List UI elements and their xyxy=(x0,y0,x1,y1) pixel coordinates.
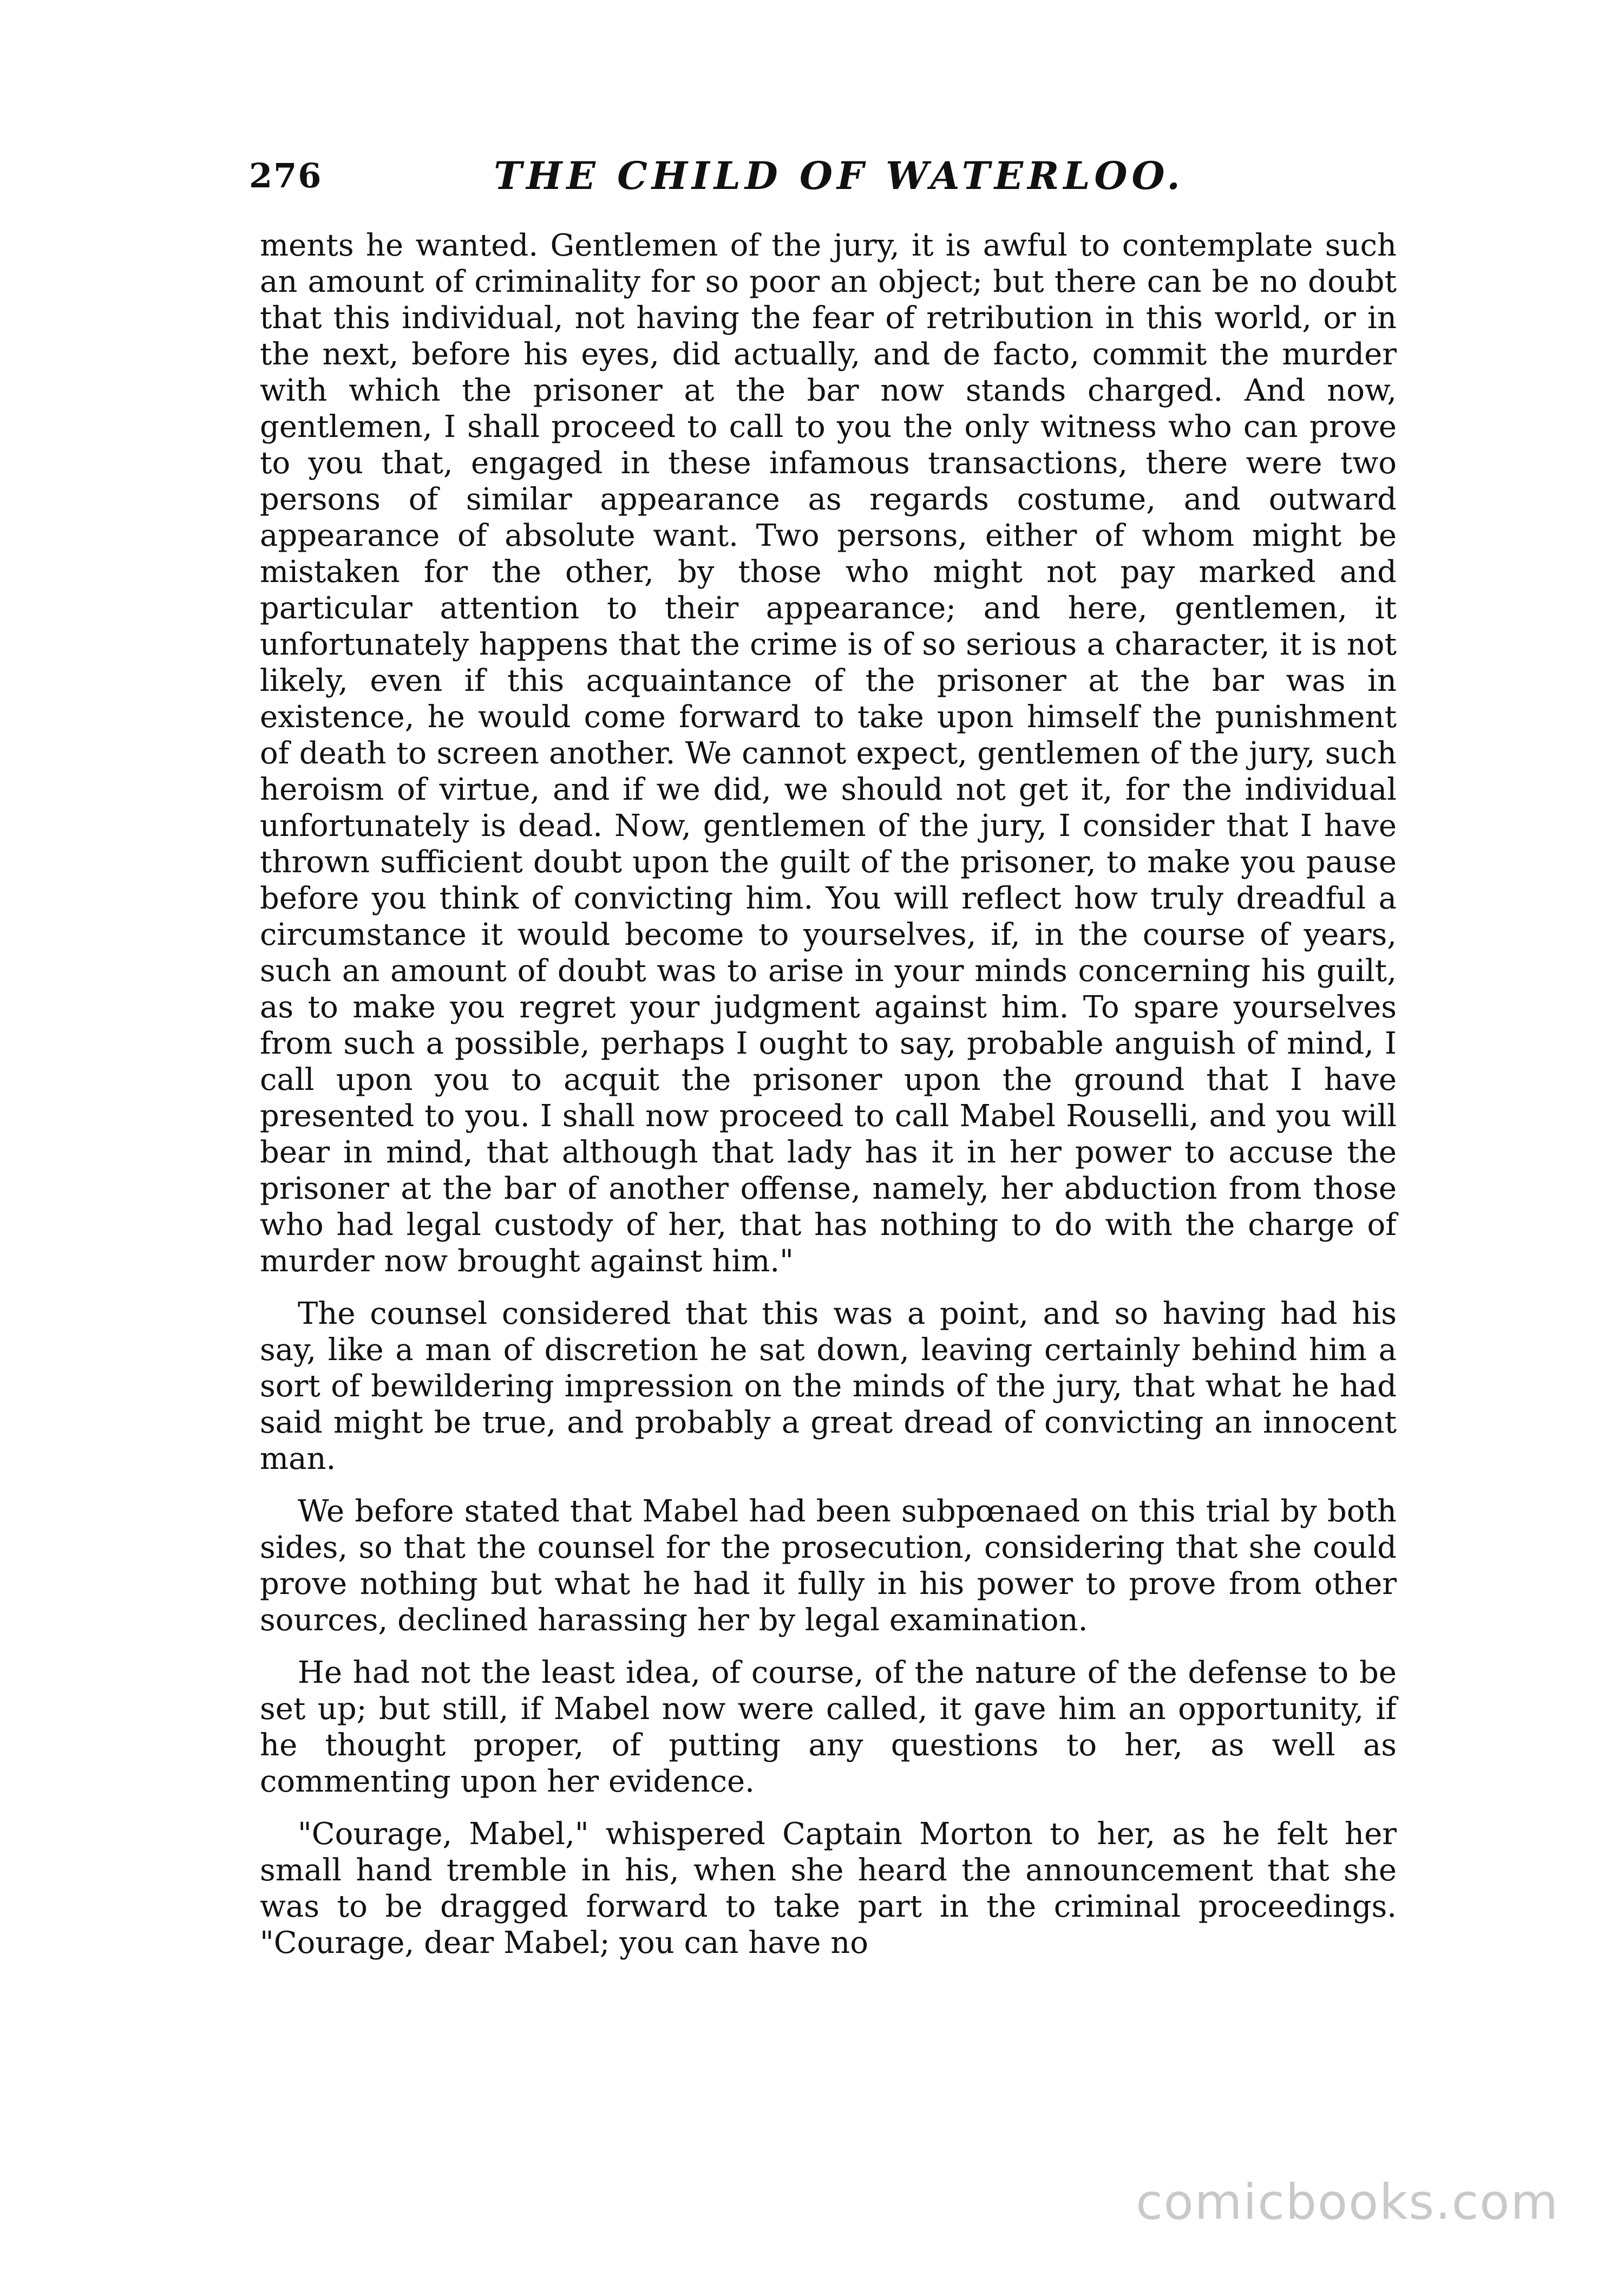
page-body xyxy=(260,227,1397,1961)
page-header xyxy=(249,146,1429,206)
paragraph-5: "Courage, Mabel," whispered Captain Morton to her, as he felt her small hand tremble in his, when she heard the announcement that she was to be dragged forward to take part in the criminal proceedings. "Courage, dear Mabel; you can have no xyxy=(260,1816,1397,1961)
watermark: comicbooks.com xyxy=(1136,2174,1559,2231)
paragraph-2: The counsel considered that this was a point, and so having had his say, like a man of discretion he sat down, leaving certainly behind him a sort of bewildering impression on the minds of the jury, that what he had said might be true, and probably a great dread of convicting an innocent man. xyxy=(260,1296,1397,1476)
paragraph-4: He had not the least idea, of course, of the nature of the defense to be set up; but still, if Mabel now were called, it gave him an opportunity, if he thought proper, of putting any questions to her, as well as commenting upon her evidence. xyxy=(260,1655,1397,1799)
paragraph-3: We before stated that Mabel had been subpœnaed on this trial by both sides, so that the counsel for the prosecution, considering that she could prove nothing but what he had it fully in his power to prove from other sources, declined harassing her by legal examination. xyxy=(260,1494,1397,1638)
page-number: 276 xyxy=(249,156,323,195)
paragraph-1: ments he wanted. Gentlemen of the jury, it is awful to contemplate such an amount of criminality for so poor an object; but there can be no doubt that this individual, not having the fear of retribution in this world, or in the next, before his eyes, did actually, and de facto, commit the murder with which the prisoner at the bar now stands charged. And now, gentlemen, I shall proceed to call to you the only witness who can prove to you that, engaged in these infamous transactions, there were two persons of similar appearance as regards costume, and outward appearance of absolute want. Two persons, either of whom might be mistaken for the other, by those who might not pay marked and particular attention to their appearance; and here, gentlemen, it unfortunately happens that the crime is of so serious a character, it is not likely, even if this acquaintance of the prisoner at the bar was in existence, he would come forward to take upon himself the punishment of death to screen another. We cannot expect, gentlemen of the jury, such heroism of virtue, and if we did, we should not get it, for the individual unfortunately is dead. Now, gentlemen of the jury, I consider that I have thrown sufficient doubt upon the guilt of the prisoner, to make you pause before you think of convicting him. You will reflect how truly dreadful a circumstance it would become to yourselves, if, in the course of years, such an amount of doubt was to arise in your minds concerning his guilt, as to make you regret your judgment against him. To spare yourselves from such a possible, perhaps I ought to say, probable anguish of mind, I call upon you to acquit the prisoner upon the ground that I have presented to you. I shall now proceed to call Mabel Rouselli, and you will bear in mind, that although that lady has it in her power to accuse the prisoner at the bar of another offense, namely, her abduction from those who had legal custody of her, that has nothing to do with the charge of murder now brought against him." xyxy=(260,228,1397,1279)
running-title: THE CHILD OF WATERLOO. xyxy=(494,153,1184,198)
